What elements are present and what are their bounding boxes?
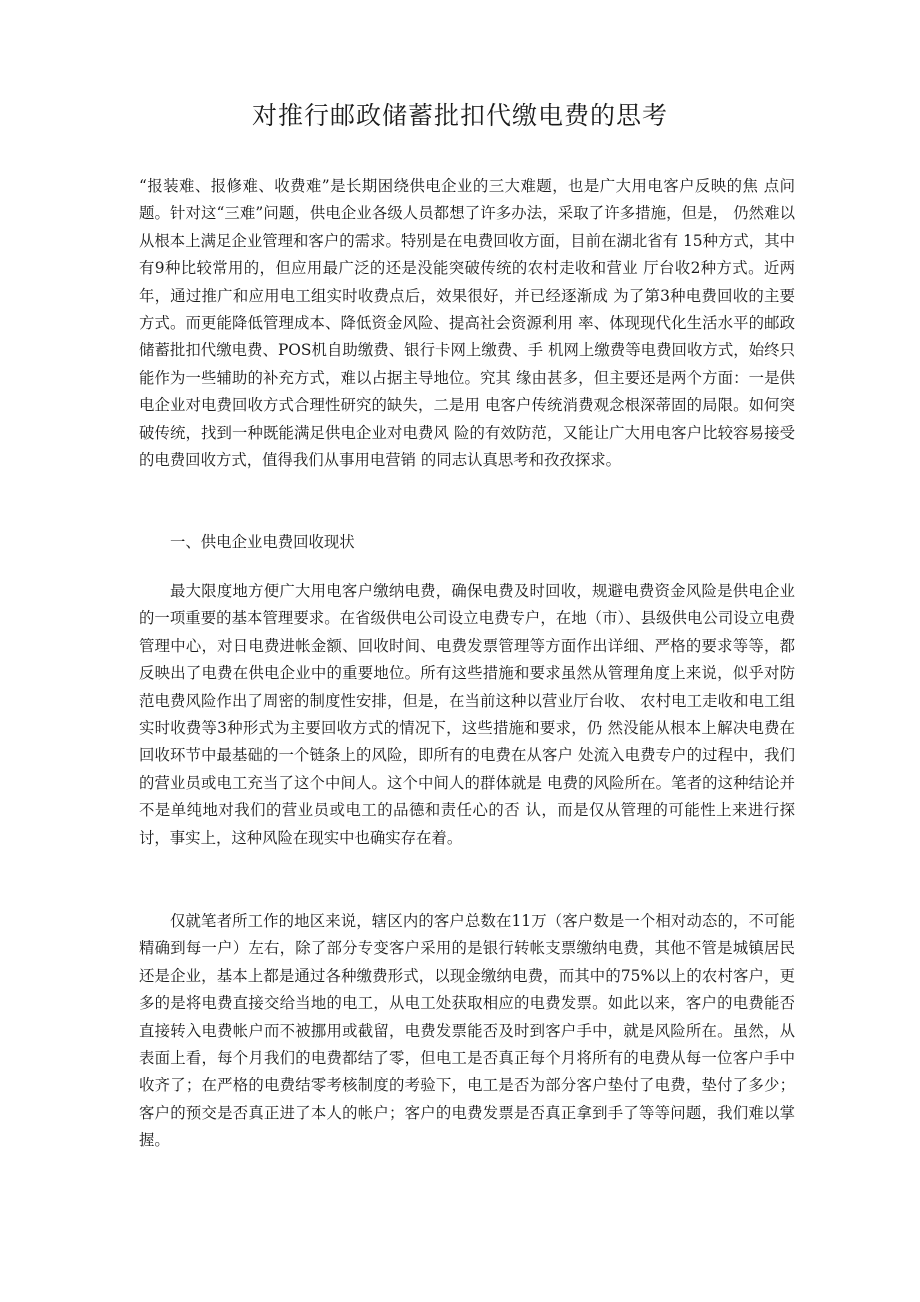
section-heading: 一、供电企业电费回收现状 — [170, 533, 355, 551]
intro-paragraph: “报装难、报修难、收费难”是长期困绕供电企业的三大难题，也是广大用电客户反映的焦 点问题。针对这“三难”问题，供电企业各级人员都想了许多办法，采取了许多措施，但是， 仍然难以从根本上满足企业管理和客户的需求。特别是在电费回收方面，目前在湖北省有 15种方式，其中有9种比较常用的，但应用最广泛的还是没能突破传统的农村走收和营业 厅台收2种方式。近两年，通过推广和应用电工组实时收费点后，效果很好，并已经逐渐成 为了第3种电费回收的主要方式。而更能降低管理成本、降低资金风险、提高社会资源利用 率、体现现代化生活水平的邮政储蓄批扣代缴电费、POS机自助缴费、银行卡网上缴费、手 机网上缴费等电费回收方式，始终只能作为一些辅助的补充方式，难以占据主导地位。究其 缘由甚多，但主要还是两个方面：一是供电企业对电费回收方式合理性研究的缺失，二是用 电客户传统消费观念根深蒂固的局限。如何突破传统，找到一种既能满足供电企业对电费风 险的有效防范，又能让广大用电客户比较容易接受的电费回收方式，值得我们从事用电营销 的同志认真思考和孜孜探求。 — [139, 177, 795, 470]
document-title: 对推行邮政储蓄批扣代缴电费的思考 — [251, 101, 668, 130]
body-paragraph: 最大限度地方便广大用电客户缴纳电费，确保电费及时回收，规避电费资金风险是供电企业的一项重要的基本管理要求。在省级供电公司设立电费专户，在地（市）、县级供电公司设立电费管理中心，对日电费进帐金额、回收时间、电费发票管理等方面作出详细、严格的要求等等，都反映出了电费在供电企业中的重要地位。所有这些措施和要求虽然从管理角度上来说，似乎对防范电费风险作出了周密的制度性安排，但是，在当前这种以营业厅台收、 农村电工走收和电工组实时收费等3种形式为主要回收方式的情况下，这些措施和要求，仍 然没能从根本上解决电费在回收环节中最基础的一个链条上的风险，即所有的电费在从客户 处流入电费专户的过程中，我们的营业员或电工充当了这个中间人。这个中间人的群体就是 电费的风险所在。笔者的这种结论并不是单纯地对我们的营业员或电工的品德和责任心的否 认，而是仅从管理的可能性上来进行探讨，事实上，这种风险在现实中也确实存在着。 — [139, 582, 795, 847]
body-paragraph: 仅就笔者所工作的地区来说，辖区内的客户总数在11万（客户数是一个相对动态的，不可能精确到每一户）左右，除了部分专变客户采用的是银行转帐支票缴纳电费，其他不管是城镇居民还是企业，基本上都是通过各种缴费形式，以现金缴纳电费，而其中的75%以上的农村客户，更多的是将电费直接交给当地的电工，从电工处获取相应的电费发票。如此以来，客户的电费能否直接转入电费帐户而不被挪用或截留，电费发票能否及时到客户手中，就是风险所在。虽然，从表面上看，每个月我们的电费都结了零，但电工是否真正每个月将所有的电费从每一位客户手中收齐了；在严格的电费结零考核制度的考验下，电工是否为部分客户垫付了电费，垫付了多少；客户的预交是否真正进了本人的帐户；客户的电费发票是否真正拿到手了等等问题，我们难以掌握。 — [139, 912, 795, 1150]
